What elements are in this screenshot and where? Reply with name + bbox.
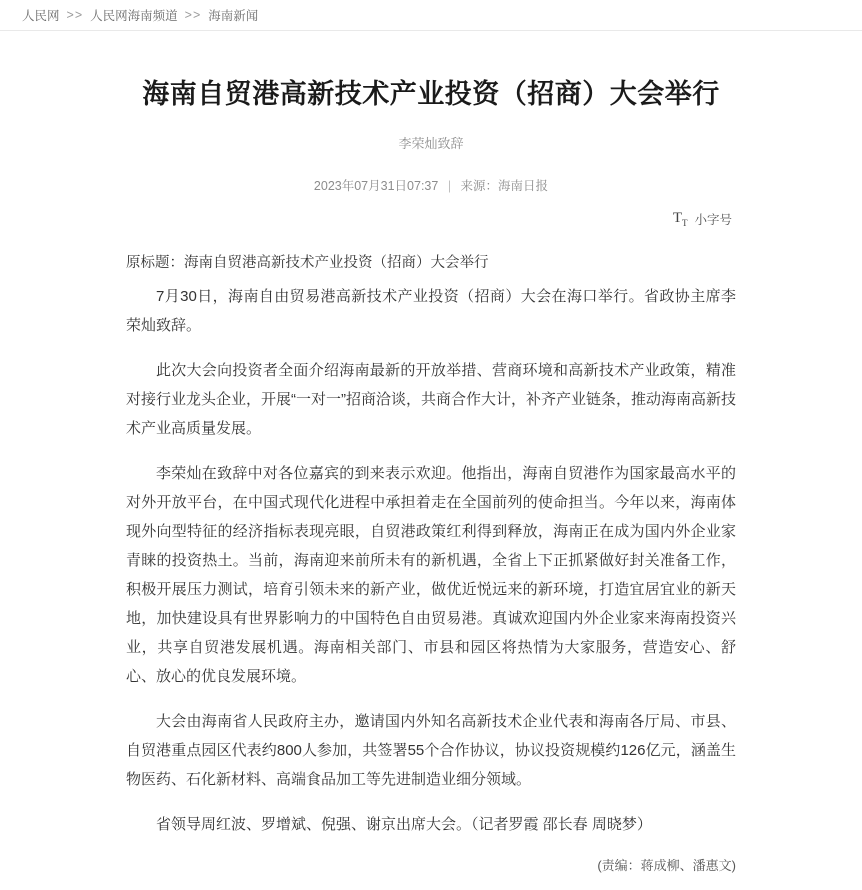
original-title-text: 海南自贸港高新技术产业投资（招商）大会举行 xyxy=(184,255,489,272)
font-size-toolbar xyxy=(126,208,736,230)
breadcrumb-item-2[interactable]: 海南新闻 xyxy=(208,9,259,23)
article-paragraph: 7月30日，海南自由贸易港高新技术产业投资（招商）大会在海口举行。省政协主席李荣灿致辞。 xyxy=(126,288,736,335)
font-size-icon-sub: T xyxy=(681,217,688,228)
article-paragraph: 李荣灿在致辞中对各位嘉宾的到来表示欢迎。他指出，海南自贸港作为国家最高水平的对外开放平台，在中国式现代化进程中承担着走在全国前列的使命担当。今年以来，海南体现外向型特征的经济指标表现亮眼，自贸港政策红利得到释放，海南正在成为国内外企业家青睐的投资热土。当前，海南迎来前所未有的新机遇，全省上下正抓紧做好封关准备工作，积极开展压力测试，培育引领未来的新产业，做优近悦远来的新环境，打造宜居宜业的新天地，加快建设具有世界影响力的中国特色自由贸易港。真诚欢迎国内外企业家来海南投资兴业，共享自贸港发展机遇。海南相关部门、市县和园区将热情为大家服务，营造安心、舒心、放心的优良发展环境。 xyxy=(126,465,736,686)
breadcrumb-separator-1: >> xyxy=(184,8,202,22)
breadcrumb-separator-0: >> xyxy=(66,8,84,22)
page-title: 海南自贸港高新技术产业投资（招商）大会举行 xyxy=(142,79,720,111)
breadcrumb xyxy=(0,0,862,31)
meta-divider: | xyxy=(447,179,452,194)
article-source: 来源：海南日报 xyxy=(460,179,549,194)
article-meta xyxy=(126,176,736,194)
article-paragraph: 此次大会向投资者全面介绍海南最新的开放举措、营商环境和高新技术产业政策，精准对接行业龙头企业，开展“一对一”招商洽谈，共商合作大计，补齐产业链条，推动海南高新技术产业高质量发展。 xyxy=(126,362,736,438)
original-title xyxy=(126,250,736,276)
font-size-label: 小字号 xyxy=(694,213,732,228)
publish-date: 2023年07月31日07:37 xyxy=(313,179,439,194)
breadcrumb-item-0[interactable]: 人民网 xyxy=(22,9,60,23)
editor-credit: (责编：蒋成柳、潘惠文) xyxy=(597,858,736,874)
article-paragraph: 省领导周红波、罗增斌、倪强、谢京出席大会。（记者罗霞 邵长春 周晓梦） xyxy=(156,816,652,834)
font-size-icon-main: T xyxy=(672,209,682,226)
article-container xyxy=(126,31,736,890)
font-size-icon xyxy=(673,211,688,228)
breadcrumb-item-1[interactable]: 人民网海南频道 xyxy=(90,9,178,23)
font-size-button[interactable] xyxy=(669,208,736,230)
article-subhead: 李荣灿致辞 xyxy=(398,136,464,152)
article-body xyxy=(126,282,736,839)
original-title-label: 原标题： xyxy=(126,255,184,272)
article-paragraph: 大会由海南省人民政府主办，邀请国内外知名高新技术企业代表和海南各厅局、市县、自贸港重点园区代表约800人参加，共签署55个合作协议，协议投资规模约126亿元，涵盖生物医药、石化新材料、高端食品加工等先进制造业细分领域。 xyxy=(126,713,736,789)
